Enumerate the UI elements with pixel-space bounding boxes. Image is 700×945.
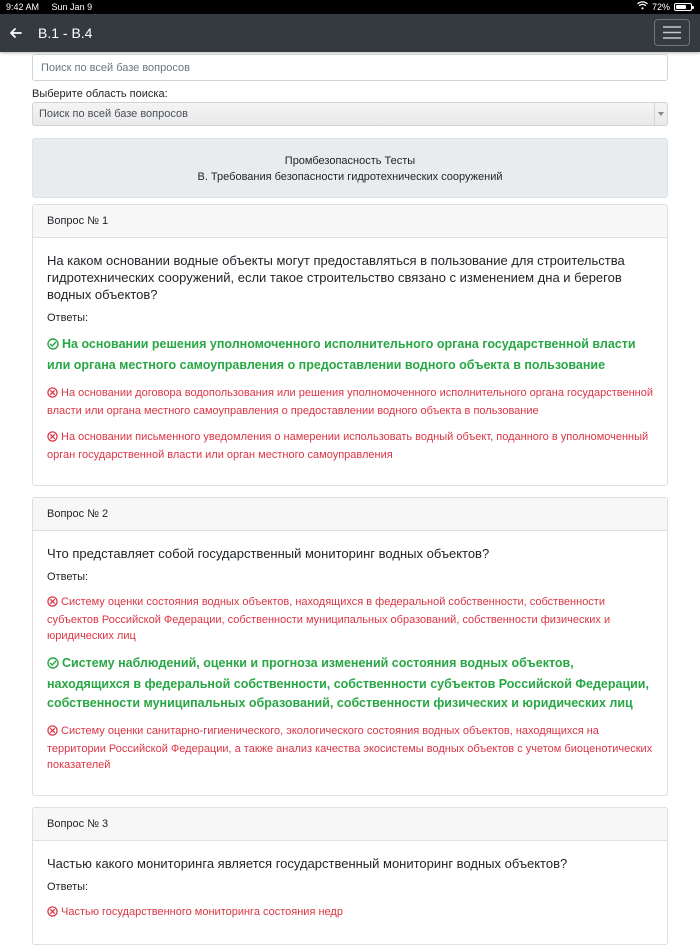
- answer-wrong: [47, 385, 653, 419]
- answer-text: Систему оценки санитарно-гигиенического, экологического состояния водных объектов, находящихся на территории Российской Федерации, а также анализ качества экосистемы водных объектов с учетом биоценотических показателей: [47, 725, 653, 771]
- question-text: Что представляет собой государственный мониторинг водных объектов?: [47, 546, 490, 561]
- wifi-icon: [637, 0, 648, 14]
- answer-text: Частью государственного мониторинга состояния недр: [61, 906, 343, 918]
- answer-text: На основании письменного уведомления о намерении использовать водный объект, поданного в уполномоченный орган государственной власти или орган местного самоуправления: [47, 431, 649, 461]
- check-circle-icon: [47, 656, 59, 675]
- section-subtitle: В. Требования безопасности гидротехнических сооружений: [197, 171, 503, 183]
- question-body: [33, 531, 667, 795]
- question-list: [32, 204, 668, 945]
- answer-text: На основании договора водопользования или решения уполномоченного исполнительного органа государственной власти или органа местного самоуправления о предоставлении водного объекта в пользование: [47, 387, 653, 417]
- back-button[interactable]: [6, 23, 26, 43]
- answer-wrong: [47, 594, 653, 644]
- menu-toggle-button[interactable]: [654, 19, 690, 46]
- answer-text: На основании решения уполномоченного исполнительного органа государственной власти или органа местного самоуправления о предоставлении водного объекта в пользование: [47, 337, 636, 372]
- answers-label: Ответы:: [47, 571, 89, 583]
- battery-icon: [674, 3, 692, 11]
- x-circle-icon: [47, 906, 58, 922]
- x-circle-icon: [47, 725, 58, 741]
- answer-wrong: [47, 429, 653, 463]
- question-body: [33, 238, 667, 485]
- question-card: [32, 204, 668, 486]
- question-card: [32, 807, 668, 945]
- answers-label: Ответы:: [47, 312, 89, 324]
- question-text: Частью какого мониторинга является государственный мониторинг водных объектов?: [47, 856, 568, 871]
- arrow-left-icon: [6, 23, 26, 43]
- status-date: Sun Jan 9: [51, 2, 93, 12]
- status-bar: [0, 0, 700, 14]
- search-area-label: Выберите область поиска:: [32, 88, 168, 100]
- search-input[interactable]: [32, 54, 668, 81]
- x-circle-icon: [47, 596, 58, 612]
- answers-label: Ответы:: [47, 881, 89, 893]
- status-time: 9:42 AM: [6, 2, 40, 12]
- question-number: Вопрос № 3: [33, 808, 667, 841]
- answer-text: Систему оценки состояния водных объектов, находящихся в федеральной собственности, собственности субъектов Российской Федерации, собственности муниципальных образований, собственности физических и юридических лиц: [47, 596, 611, 642]
- x-circle-icon: [47, 431, 58, 447]
- chevron-down-icon: [654, 103, 667, 125]
- answer-text: Систему наблюдений, оценки и прогноза изменений состояния водных объектов, находящихся в федеральной собственности, собственности субъектов Российской Федерации, собственности муниципальных образований, собственности физических и юридических лиц: [47, 656, 649, 710]
- battery-percent: 72%: [651, 2, 670, 12]
- hamburger-icon: [662, 25, 682, 40]
- navbar: [0, 14, 700, 52]
- question-card: [32, 497, 668, 796]
- question-number: Вопрос № 1: [33, 205, 667, 238]
- answer-correct: [47, 335, 653, 375]
- answer-wrong: [47, 723, 653, 773]
- question-body: [33, 841, 667, 944]
- check-circle-icon: [47, 337, 59, 356]
- answer-wrong: [47, 904, 653, 922]
- question-number: Вопрос № 2: [33, 498, 667, 531]
- x-circle-icon: [47, 387, 58, 403]
- main-content: [32, 54, 668, 945]
- section-header: [32, 138, 668, 198]
- section-title: Промбезопасность Тесты: [284, 155, 416, 167]
- answer-correct: [47, 654, 653, 713]
- question-text: На каком основании водные объекты могут предоставляться в пользование для строительства гидротехнических сооружений, если такое строительство связано с изменением дна и берегов водных объектов?: [47, 253, 625, 302]
- search-area-select[interactable]: [32, 102, 668, 126]
- search-area-selected: Поиск по всей базе вопросов: [39, 108, 188, 120]
- page-title: В.1 - В.4: [38, 25, 93, 41]
